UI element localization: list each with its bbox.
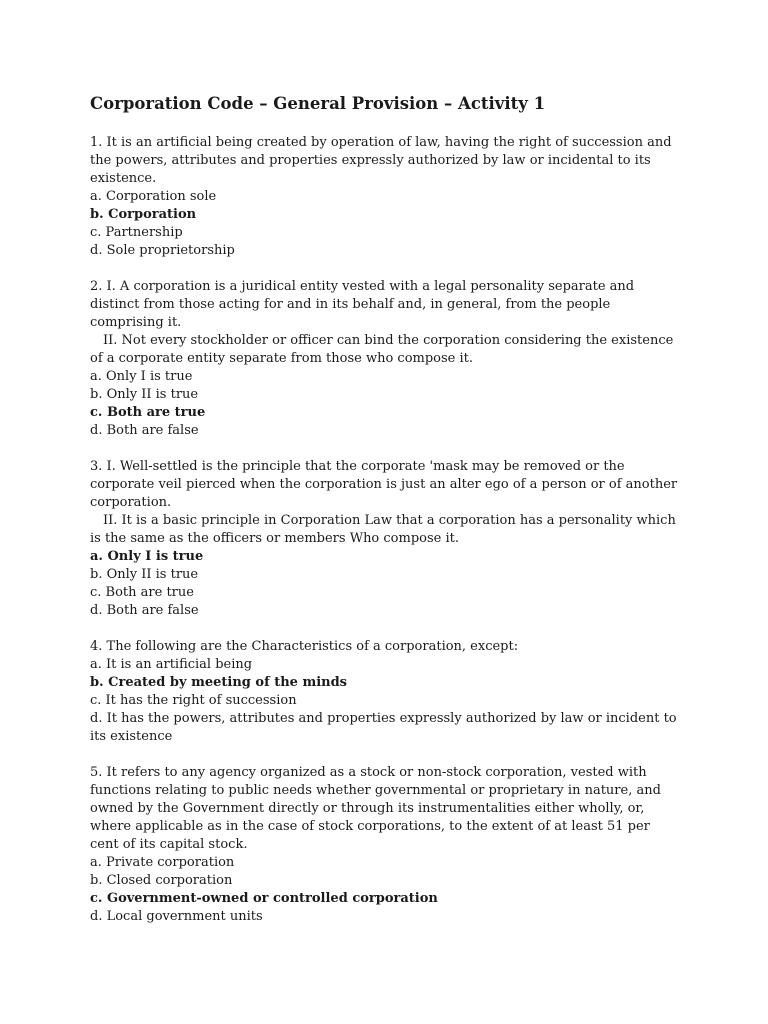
option-c-correct: c. Government-owned or controlled corporation bbox=[90, 891, 438, 906]
question-statement-2: II. Not every stockholder or officer can bind the corporation considering the existence of a corporate entity separate from those who compose it. bbox=[90, 333, 674, 366]
question-3 bbox=[90, 458, 680, 620]
option-d: d. Both are false bbox=[90, 603, 199, 618]
option-b: b. Only II is true bbox=[90, 387, 199, 402]
question-text: 1. It is an artificial being created by operation of law, having the right of succession and the powers, attributes and properties expressly authorized by law or incidental to its existence. bbox=[90, 135, 672, 186]
question-text: 5. It refers to any agency organized as a stock or non-stock corporation, vested with functions relating to public needs whether governmental or proprietary in nature, and owned by the Government directly or through its instrumentalities either wholly, or, where applicable as in the case of stock corporations, to the extent of at least 51 per cent of its capital stock. bbox=[90, 765, 661, 852]
option-d: d. Both are false bbox=[90, 423, 199, 438]
option-b: b. Only II is true bbox=[90, 567, 199, 582]
option-b-correct: b. Corporation bbox=[90, 207, 197, 222]
option-b: b. Closed corporation bbox=[90, 873, 233, 888]
question-text: 4. The following are the Characteristics of a corporation, except: bbox=[90, 639, 519, 654]
document-title: Corporation Code – General Provision – Activity 1 bbox=[90, 94, 546, 113]
option-c-correct: c. Both are true bbox=[90, 405, 206, 420]
option-a: a. Only I is true bbox=[90, 369, 193, 384]
question-text: 3. I. Well-settled is the principle that the corporate 'mask may be removed or the corporate veil pierced when the corporation is just an alter ego of a person or of another corporation. bbox=[90, 459, 678, 510]
option-c: c. Both are true bbox=[90, 585, 194, 600]
option-a-correct: a. Only I is true bbox=[90, 549, 204, 564]
document-page bbox=[90, 93, 680, 944]
option-c: c. It has the right of succession bbox=[90, 693, 297, 708]
option-b-correct: b. Created by meeting of the minds bbox=[90, 675, 347, 690]
option-d: d. Local government units bbox=[90, 909, 263, 924]
option-d: d. It has the powers, attributes and properties expressly authorized by law or incident to its existence bbox=[90, 711, 677, 744]
option-a: a. Corporation sole bbox=[90, 189, 217, 204]
question-2 bbox=[90, 278, 680, 440]
option-d: d. Sole proprietorship bbox=[90, 243, 235, 258]
question-statement-2: II. It is a basic principle in Corporation Law that a corporation has a personality which is the same as the officers or members Who compose it. bbox=[90, 513, 676, 546]
question-1 bbox=[90, 134, 680, 260]
option-c: c. Partnership bbox=[90, 225, 183, 240]
option-a: a. Private corporation bbox=[90, 855, 235, 870]
question-4 bbox=[90, 638, 680, 746]
question-text: 2. I. A corporation is a juridical entity vested with a legal personality separate and distinct from those acting for and in its behalf and, in general, from the people comprising it. bbox=[90, 279, 635, 330]
question-5 bbox=[90, 764, 680, 926]
option-a: a. It is an artificial being bbox=[90, 657, 253, 672]
